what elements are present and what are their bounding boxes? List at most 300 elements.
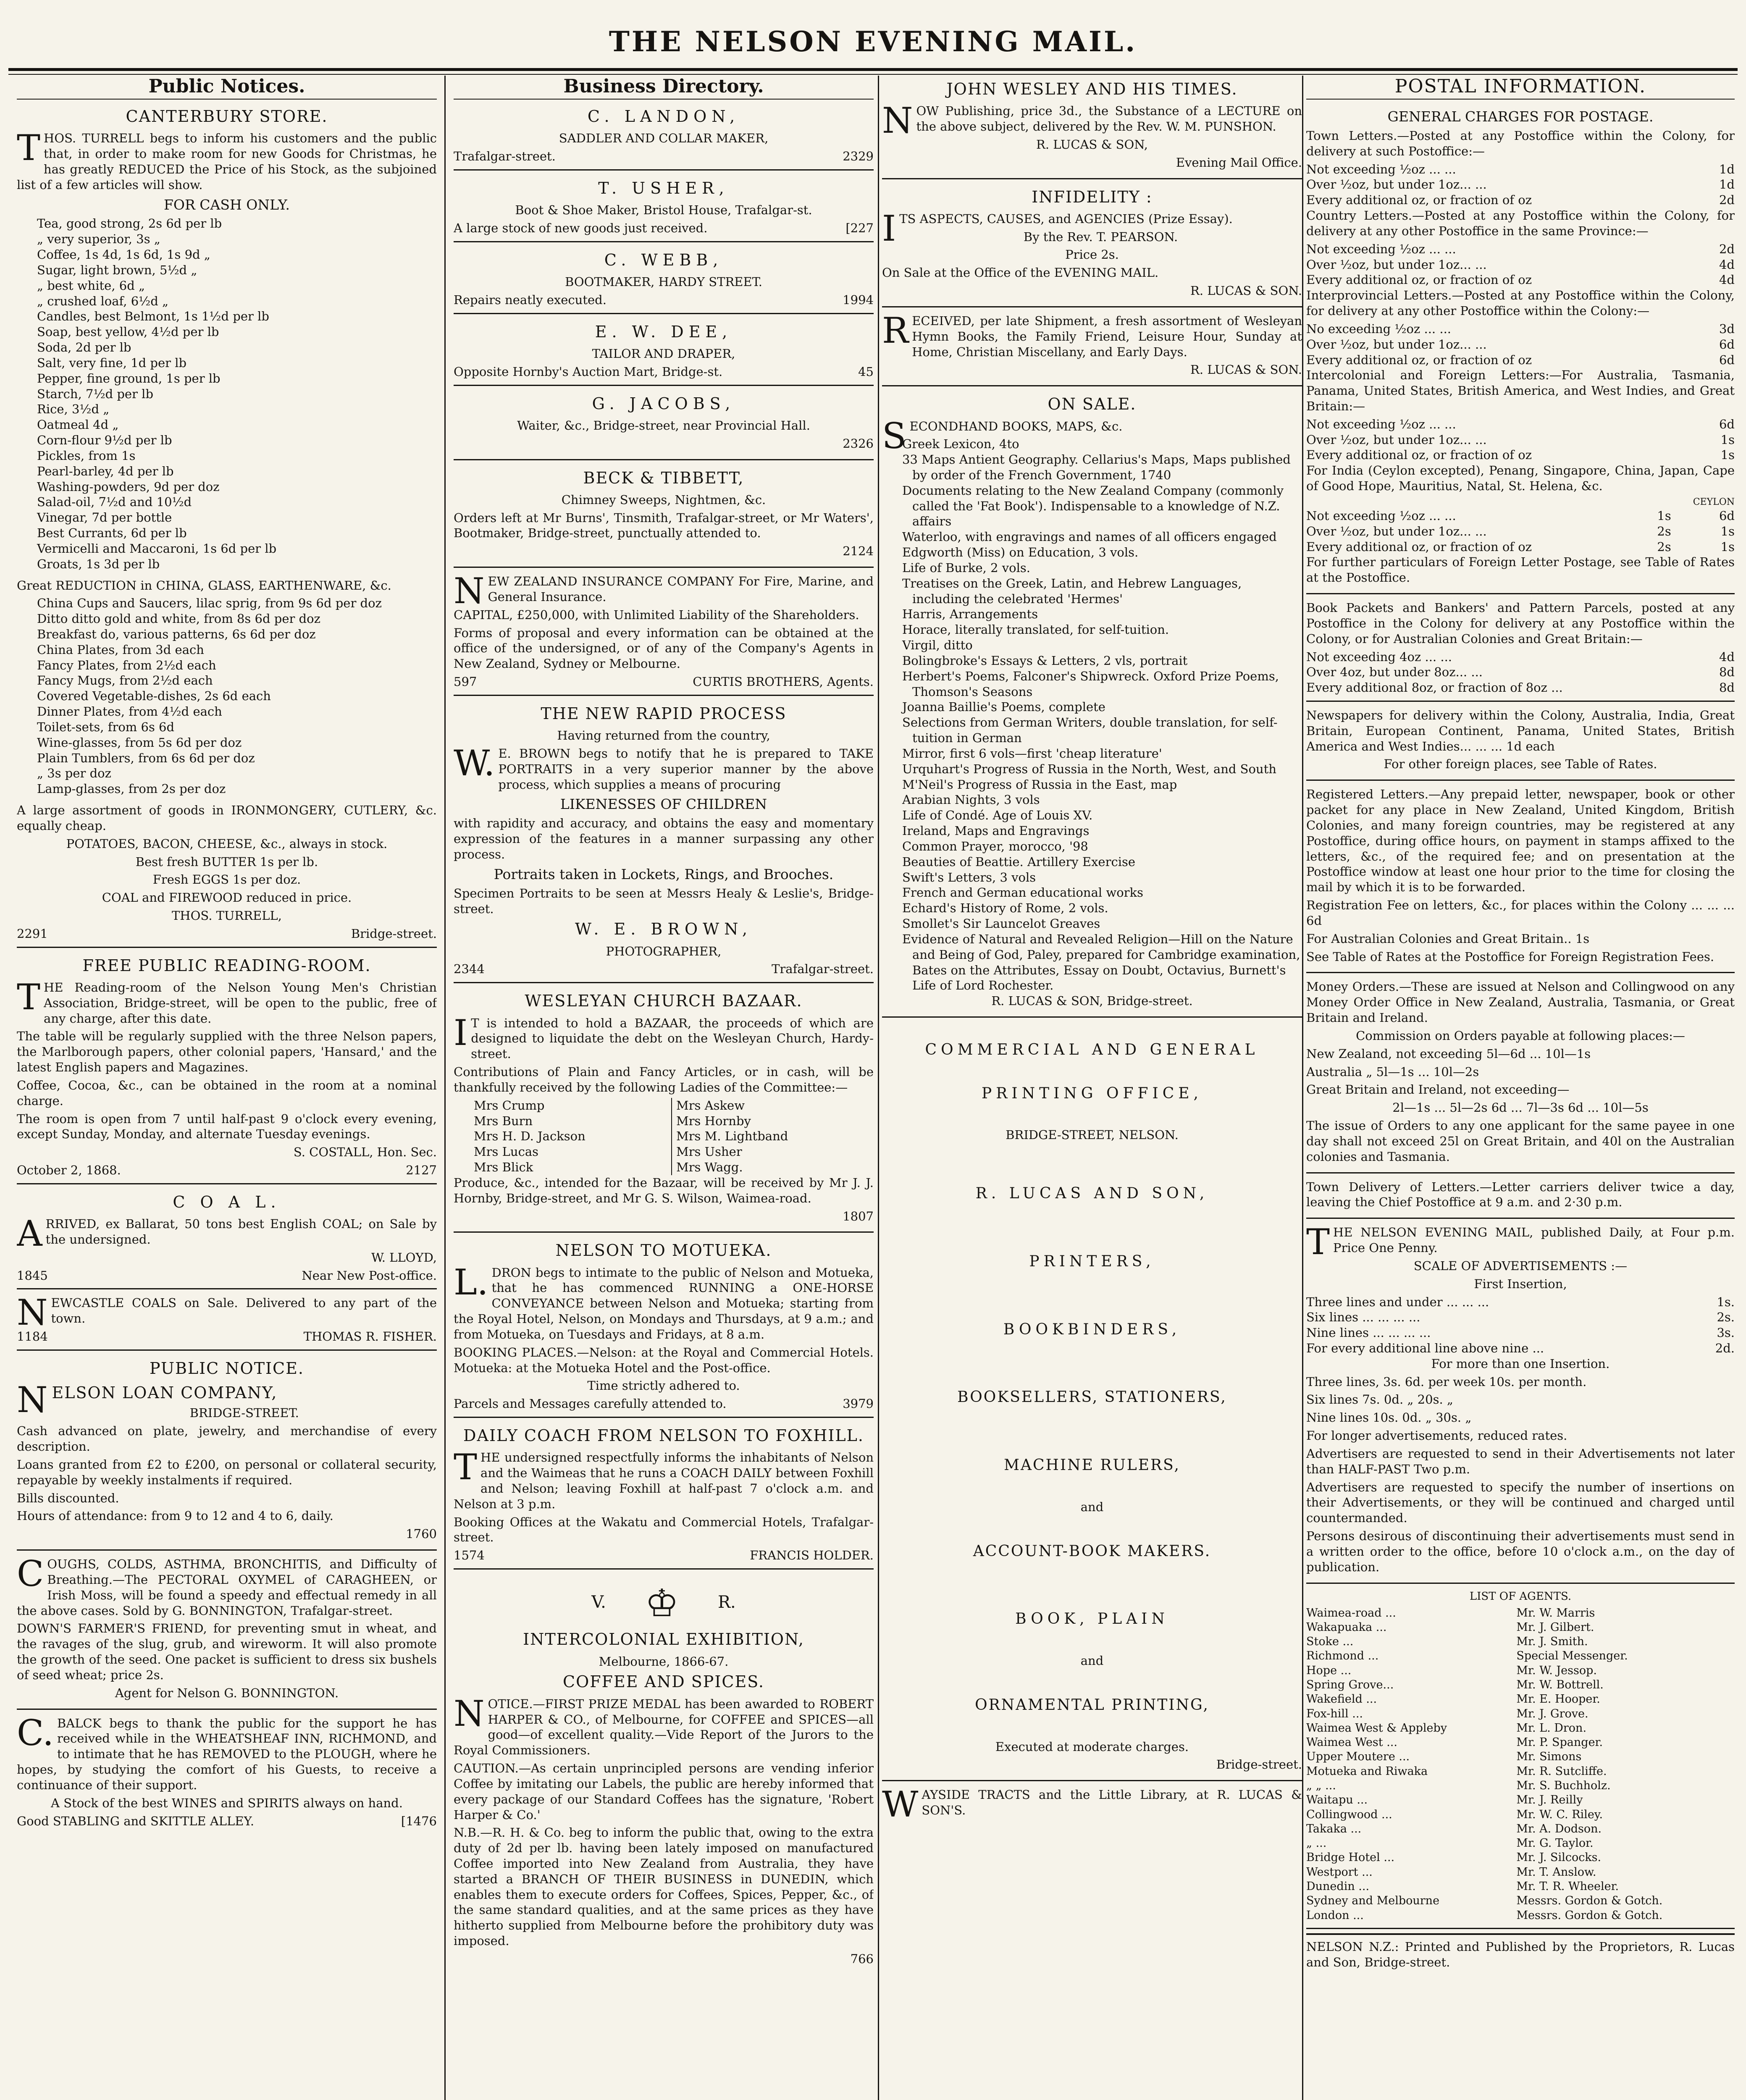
ad-subtitle: Portraits taken in Lockets, Rings, and Brooches.: [494, 866, 834, 882]
ad-line: R. LUCAS AND SON,: [975, 1185, 1209, 1202]
section-title: SCALE OF ADVERTISEMENTS :—: [1413, 1258, 1628, 1273]
ad-title: COFFEE AND SPICES.: [563, 1672, 764, 1691]
price-list: [17, 216, 437, 572]
committee-list: [454, 1098, 874, 1175]
ad-body: Parcels and Messages carefully attended to.: [454, 1396, 727, 1411]
wayside-tracts-ad: [882, 1785, 1302, 1826]
ad-title: JOHN WESLEY AND HIS TIMES.: [946, 80, 1238, 98]
loan-company-ad: [17, 1355, 437, 1551]
table-row: [1306, 1865, 1735, 1880]
column-business-directory: [454, 76, 874, 2100]
rate-label: Not exceeding 4oz ... ...: [1306, 649, 1452, 664]
agent-place: Upper Moutere ...: [1306, 1750, 1410, 1764]
list-item: Candles, best Belmont, 1s 1½d per lb: [37, 309, 269, 324]
ad-body: Contributions of Plain and Fancy Articles, or in cash, will be thankfully received by the following Ladies of the Committee:—: [454, 1065, 874, 1095]
royal-crest: [454, 1580, 874, 1628]
rate-value: 8d: [1719, 665, 1735, 680]
rate-label: Over ½oz, but under 1oz... ...: [1306, 337, 1487, 352]
ad-title: DAILY COACH FROM NELSON TO FOXHILL.: [463, 1426, 864, 1445]
ad-subtitle: LIKENESSES OF CHILDREN: [560, 796, 767, 813]
bazaar-ad: [454, 987, 874, 1233]
section-text: Nine lines 10s. 0d. „ 30s. „: [1306, 1410, 1472, 1425]
agent-name: Mr. J. Smith.: [1516, 1635, 1588, 1648]
reading-room-ad: [17, 952, 437, 1184]
agent-name: Mr. Simons: [1516, 1750, 1582, 1764]
rate-value: 2s.: [1717, 1310, 1735, 1325]
rate-table: [1306, 321, 1735, 368]
business-note: Opposite Hornby's Auction Mart, Bridge-st.: [454, 364, 723, 379]
book-packets: [1306, 598, 1735, 702]
agent-place: „ „ ...: [1306, 1779, 1336, 1792]
ad-number: 1760: [406, 1527, 437, 1541]
ad-line: BOOKSELLERS, STATIONERS,: [957, 1389, 1227, 1406]
insurance-ad: [454, 572, 874, 696]
rate-value: 2s: [1657, 539, 1671, 554]
ad-title: FREE PUBLIC READING-ROOM.: [82, 956, 371, 975]
section-text: Advertisers are requested to send in their Advertisements not later than HALF-PAST Two p.m.: [1306, 1446, 1735, 1476]
list-item: Vinegar, 7d per bottle: [37, 510, 172, 525]
table-row: [1306, 1664, 1735, 1678]
list-item: 33 Maps Antient Geography. Cellarius's Maps, Maps published by order of the French Government, 1740: [902, 452, 1291, 482]
agent-name: Messrs. Gordon & Gotch.: [1516, 1894, 1663, 1908]
ad-title: THE NEW RAPID PROCESS: [541, 704, 787, 723]
table-row: [1306, 1908, 1735, 1923]
rate-label: Over ½oz, but under 1oz... ...: [1306, 257, 1487, 272]
rate-value: 6d: [1719, 417, 1735, 431]
ad-subtitle: FOR CASH ONLY.: [164, 196, 290, 213]
price: Price 2s.: [1065, 247, 1119, 262]
section-text: Advertisers are requested to specify the number of insertions on their Advertisements, or they will be continued and charged until countermanded.: [1306, 1480, 1735, 1525]
table-row: [1306, 1635, 1735, 1649]
business-line: Chimney Sweeps, Nightmen, &c.: [561, 492, 766, 507]
ad-body: On Sale at the Office of the EVENING MAIL.: [882, 265, 1159, 280]
section-text: New Zealand, not exceeding 5l—6d ... 10l—1s: [1306, 1046, 1591, 1061]
hymn-books-ad: [882, 312, 1302, 386]
list-item: Mrs Burn: [474, 1113, 533, 1128]
list-item: Pickles, from 1s: [37, 448, 136, 463]
rate-value: 1s.: [1717, 1294, 1735, 1309]
rate-value: 8d: [1719, 680, 1735, 695]
imprint: [1306, 1933, 1735, 1978]
business-note: Repairs neatly executed.: [454, 292, 607, 307]
agent-name: Mr. S. Buchholz.: [1516, 1779, 1611, 1792]
table-row: [1306, 1620, 1735, 1635]
ad-line: PRINTING OFFICE,: [982, 1084, 1203, 1102]
address: Bridge-street.: [351, 926, 437, 941]
ad-body: THE Reading-room of the Nelson Young Men's Christian Association, Bridge-street, will be open to the public, free of any charge, after this date.: [17, 976, 437, 1026]
column-postal-information: [1306, 76, 1735, 2100]
business-name: W. E. BROWN,: [575, 920, 753, 939]
table-row: [1306, 1779, 1735, 1793]
rate-value: 1s: [1720, 432, 1735, 447]
agent-place: Waitapu ...: [1306, 1793, 1368, 1807]
business-name: G. JACOBS,: [592, 394, 735, 413]
list-item: Coffee, 1s 4d, 1s 6d, 1s 9d „: [37, 247, 210, 262]
list-item: Mrs Lucas: [474, 1144, 539, 1159]
list-item: Ditto ditto gold and white, from 8s 6d per doz: [37, 612, 320, 626]
rate-label: Nine lines ... ... ... ...: [1306, 1326, 1431, 1340]
agent-name: Special Messenger.: [1516, 1649, 1628, 1663]
wesley-lecture-ad: [882, 76, 1302, 179]
list-item: „ crushed loaf, 6½d „: [37, 294, 169, 308]
table-row: [1306, 1707, 1735, 1721]
list-item: Urquhart's Progress of Russia in the North, West, and South: [902, 761, 1276, 776]
rate-label: Every additional 8oz, or fraction of 8oz ...: [1306, 680, 1563, 695]
rate-label: Not exceeding ½oz ... ...: [1306, 417, 1456, 431]
ad-title: INTERCOLONIAL EXHIBITION,: [523, 1630, 804, 1649]
signature: THOS. TURRELL,: [171, 908, 282, 923]
ad-body: Bills discounted.: [17, 1491, 119, 1505]
ad-body: Hours of attendance: from 9 to 12 and 4 to 6, daily.: [17, 1509, 333, 1523]
rate-label: Not exceeding ½oz ... ...: [1306, 508, 1456, 523]
business-line: PHOTOGRAPHER,: [606, 944, 722, 958]
ad-body: IT is intended to hold a BAZAAR, the proceeds of which are designed to liquidate the debt on the Wesleyan Church, Hardy-street.: [454, 1012, 874, 1061]
agent-place: Fox-hill ...: [1306, 1707, 1363, 1720]
section-text: Town Letters.—Posted at any Postoffice within the Colony, for delivery at such Postoffice:—: [1306, 128, 1735, 158]
ad-body: L.DRON begs to intimate to the public of Nelson and Motueka, that he has commenced RUNNING a ONE-HORSE CONVEYANCE between Nelson and Motueka; starting from the Royal Hotel, Nelson, on Mondays and Thursdays, at 9 a.m.; and from Motueka, on Tuesdays and Fridays, at 8 a.m.: [454, 1261, 874, 1341]
agent-place: Bridge Hotel ...: [1306, 1851, 1395, 1864]
address: Evening Mail Office.: [1176, 155, 1302, 170]
ad-body: THOS. TURRELL begs to inform his customers and the public that, in order to make room for new Goods for Christmas, he has greatly REDUCED the Price of his Stock, as the subjoined list of a few articles will show.: [17, 127, 437, 192]
ad-body: Booking Offices at the Wakatu and Commercial Hotels, Trafalgar-street.: [454, 1515, 874, 1545]
list-item: Wine-glasses, from 5s 6d per doz: [37, 735, 242, 750]
table-row: [1306, 1793, 1735, 1807]
section-text: Interprovincial Letters.—Posted at any Postoffice within the Colony, for delivery at any other Postoffice within the Colony:—: [1306, 288, 1735, 318]
list-item: Evidence of Natural and Revealed Religion—Hill on the Nature and Being of God, Paley, prepared for Cambridge examination, Bates on the Attributes, Essay on Doubt, Octavius, Burnett's Life of Lord Rochester.: [902, 932, 1300, 993]
infidelity-ad: [882, 184, 1302, 307]
postage-charges: [1306, 103, 1735, 594]
newspapers: [1306, 706, 1735, 781]
list-item: Plain Tumblers, from 6s 6d per doz: [37, 751, 255, 765]
rate-value: 4d: [1719, 273, 1735, 287]
list-item: Fancy Plates, from 2½d each: [37, 658, 216, 672]
table-row: [1306, 1822, 1735, 1836]
ad-body: Loans granted from £2 to £200, on personal or collateral security, repayable by weekly instalments if required.: [17, 1457, 437, 1487]
agent-place: Stoke ...: [1306, 1635, 1354, 1648]
royal-crest-icon: ♔: [645, 1581, 679, 1626]
rate-label: For every additional line above nine ...: [1306, 1341, 1544, 1355]
ad-body: CAPITAL, £250,000, with Unlimited Liability of the Shareholders.: [454, 607, 859, 622]
ad-body: RECEIVED, per late Shipment, a fresh assortment of Wesleyan Hymn Books, the Family Friend, Leisure Hour, Sunday at Home, Christian Miscellany, and Early Days.: [882, 310, 1302, 359]
rate-table: [1306, 649, 1735, 696]
table-row: [1306, 1750, 1735, 1764]
ad-line: Executed at moderate charges.: [995, 1739, 1189, 1754]
rapid-process-ad: [454, 700, 874, 983]
signature: CURTIS BROTHERS, Agents.: [693, 675, 874, 689]
section-text: Registered Letters.—Any prepaid letter, newspaper, book or other packet for any place in New Zealand, United Kingdom, British Colonies, and many foreign countries, may be registered at any Postoffice, during office hours, on payment in stamps affixed to the letters, &c., of the required fee; and on presentation at the Postoffice window at least one hour prior to the time for closing the mail by which it is to be forwarded.: [1306, 787, 1735, 895]
crest-letter: V.: [591, 1593, 606, 1612]
ad-body: DOWN'S FARMER'S FRIEND, for preventing smut in wheat, and the ravages of the slug, grub, and wireworm. It will also promote the growth of the seed. One packet is sufficient to dress six bushels of seed wheat; price 2s.: [17, 1621, 437, 1682]
ironmongery-note: A large assortment of goods in IRONMONGERY, CUTLERY, &c. equally cheap.: [17, 803, 437, 833]
list-item: Fancy Mugs, from 2½d each: [37, 673, 213, 688]
ad-line: ACCOUNT-BOOK MAKERS.: [973, 1542, 1211, 1560]
canterbury-store-ad: [17, 103, 437, 948]
ad-line: BOOKBINDERS,: [1003, 1320, 1181, 1338]
section-text: Six lines 7s. 0d. „ 20s. „: [1306, 1392, 1453, 1407]
town-delivery: [1306, 1178, 1735, 1219]
list-item: Waterloo, with engravings and names of all officers engaged: [902, 530, 1277, 544]
rate-label: Every additional oz, or fraction of oz: [1306, 273, 1532, 287]
table-row: [1306, 1678, 1735, 1692]
business-line: BOOTMAKER, HARDY STREET.: [565, 275, 762, 289]
rate-label: Over ½oz, but under 1oz... ...: [1306, 432, 1487, 447]
list-item: Treatises on the Greek, Latin, and Hebrew Languages, including the celebrated 'Hermes': [902, 576, 1242, 606]
ad-body: ARRIVED, ex Ballarat, 50 tons best English COAL; on Sale by the undersigned.: [17, 1213, 437, 1255]
rate-value: 2d: [1719, 242, 1735, 256]
list-item: Covered Vegetable-dishes, 2s 6d each: [37, 689, 271, 704]
agent-name: Mr. J. Reilly: [1516, 1793, 1583, 1807]
china-list: [17, 596, 437, 797]
list-item: Pepper, fine ground, 1s per lb: [37, 371, 221, 386]
list-item: Dinner Plates, from 4½d each: [37, 704, 222, 719]
list-item: Best Currants, 6d per lb: [37, 526, 187, 541]
table-row: [1306, 1606, 1735, 1620]
column-header: Public Notices.: [17, 76, 437, 100]
list-item: Mirror, first 6 vols—first 'cheap literature': [902, 746, 1162, 761]
list-item: Lamp-glasses, from 2s per doz: [37, 782, 226, 796]
ad-body: Cash advanced on plate, jewelry, and merchandise of every description.: [17, 1424, 437, 1454]
ad-line: BOOK, PLAIN: [1015, 1610, 1169, 1628]
address: Bridge-street.: [1216, 1757, 1302, 1772]
rate-table: [1306, 417, 1735, 463]
ad-number: 1807: [843, 1209, 874, 1223]
ad-line: MACHINE RULERS,: [1004, 1457, 1180, 1474]
rate-label: Over ½oz, but under 1oz... ...: [1306, 524, 1487, 538]
list-item: Horace, literally translated, for self-tuition.: [902, 622, 1169, 637]
ad-body: NOTICE.—FIRST PRIZE MEDAL has been awarded to ROBERT HARPER & CO., of Melbourne, for COFFEE and SPICES—all good—of excellent quality.—Vide Report of the Jurors to the Royal Commissioners.: [454, 1693, 874, 1758]
rate-value: 1d: [1719, 177, 1735, 192]
ad-line: and: [1080, 1499, 1104, 1514]
ad-number: 2344: [454, 962, 485, 976]
rate-value: 2d.: [1715, 1341, 1735, 1355]
list-item: Vermicelli and Maccaroni, 1s 6d per lb: [37, 541, 277, 556]
agent-name: Mr. A. Dodson.: [1516, 1822, 1602, 1835]
rate-value: 4d: [1719, 649, 1735, 664]
coal-note: COAL and FIREWOOD reduced in price.: [102, 890, 352, 905]
business-name: T. USHER,: [598, 178, 729, 197]
signature: R. LUCAS & SON.: [1190, 362, 1302, 377]
ad-body: ITS ASPECTS, CAUSES, and AGENCIES (Prize Essay).: [882, 207, 1233, 249]
butter-note: Best fresh BUTTER 1s per lb.: [135, 854, 318, 869]
masthead-rule: [8, 68, 1738, 75]
rate-label: Over ½oz, but under 1oz... ...: [1306, 177, 1487, 192]
rate-value: 2d: [1719, 193, 1735, 207]
section-text: For more than one Insertion.: [1431, 1356, 1610, 1371]
list-item: Breakfast do, various patterns, 6s 6d per doz: [37, 627, 316, 641]
rate-label: Every additional oz, or fraction of oz: [1306, 448, 1532, 462]
ad-body: THE undersigned respectfully informs the inhabitants of Nelson and the Waimeas that he runs a COACH DAILY between Foxhill and Nelson; leaving Foxhill at half-past 7 o'clock a.m. and Nelson at 3 p.m.: [454, 1446, 874, 1511]
section-text: Registration Fee on letters, &c., for places within the Colony ... ... ... 6d: [1306, 898, 1735, 928]
rate-label: Every additional oz, or fraction of oz: [1306, 193, 1532, 207]
crest-letter: R.: [717, 1593, 736, 1612]
signature: R. LUCAS & SON,: [1036, 137, 1148, 152]
section-title: LIST OF AGENTS.: [1469, 1590, 1572, 1603]
list-item: Starch, 7½d per lb: [37, 386, 154, 401]
list-item: Virgil, ditto: [902, 638, 973, 653]
ad-line: and: [1080, 1654, 1104, 1668]
webb-ad: [454, 247, 874, 314]
ad-number: [1476: [401, 1814, 437, 1828]
ad-number: 2291: [17, 926, 48, 941]
newcastle-coal-ad: [17, 1294, 437, 1350]
ad-number: [227: [845, 220, 874, 235]
list-item: Edgworth (Miss) on Education, 3 vols.: [902, 545, 1139, 560]
address: Near New Post-office.: [302, 1268, 437, 1283]
ad-subtitle: Having returned from the country,: [557, 728, 770, 743]
signature: R. LUCAS & SON, Bridge-street.: [991, 994, 1193, 1008]
business-line: TAILOR AND DRAPER,: [592, 346, 735, 361]
ad-body: Produce, &c., intended for the Bazaar, will be received by Mr J. J. Hornby, Bridge-street, and Mr G. S. Wilson, Waimea-road.: [454, 1175, 874, 1205]
rate-value: 3s.: [1717, 1326, 1735, 1340]
column-public-notices: [17, 76, 437, 2100]
rate-table: [1306, 162, 1735, 208]
ad-number: 2124: [843, 544, 874, 559]
signature: R. LUCAS & SON.: [1190, 284, 1302, 298]
rate-value: 2s: [1657, 524, 1671, 538]
ad-body: COUGHS, COLDS, ASTHMA, BRONCHITIS, and Difficulty of Breathing.—The PECTORAL OXYMEL of CARAGHEEN, or Irish Moss, will be found a speedy and effectual remedy in all the above cases. Sold by G. BONNINGTON, Trafalgar-street.: [17, 1553, 437, 1618]
ad-body: Specimen Portraits to be seen at Messrs Healy & Leslie's, Bridge-street.: [454, 886, 874, 916]
dee-ad: [454, 318, 874, 386]
agent-name: Mr. J. Grove.: [1516, 1707, 1588, 1720]
ad-body: NEWCASTLE COALS on Sale. Delivered to any part of the town.: [17, 1292, 437, 1334]
foxhill-coach-ad: [454, 1422, 874, 1570]
agent-place: Takaka ...: [1306, 1822, 1362, 1835]
list-item: Life of Condé. Age of Louis XV.: [902, 808, 1093, 823]
rate-value: 6d: [1719, 508, 1735, 523]
ad-body: Time strictly adhered to.: [587, 1378, 740, 1393]
list-item: Mrs H. D. Jackson: [474, 1129, 586, 1144]
ad-body: NOW Publishing, price 3d., the Substance of a LECTURE on the above subject, delivered by the Rev. W. M. PUNSHON.: [882, 100, 1302, 142]
business-name: C. WEBB,: [604, 250, 723, 269]
agent-place: London ...: [1306, 1908, 1364, 1922]
agent-place: Richmond ...: [1306, 1649, 1379, 1663]
agent-place: Wakapuaka ...: [1306, 1620, 1387, 1634]
ad-body: Forms of proposal and every information can be obtained at the office of the undersigned, or of any of the Company's Agents in New Zealand, Sydney or Melbourne.: [454, 625, 874, 671]
coughs-remedy-ad: [17, 1555, 437, 1709]
column-divider: [1302, 76, 1303, 2100]
list-item: Documents relating to the New Zealand Company (commonly called the 'Fat Book'). Indispensable to a knowledge of N.Z. affairs: [902, 483, 1284, 529]
beck-tibbett-ad: [454, 465, 874, 568]
signature: FRANCIS HOLDER.: [750, 1548, 874, 1563]
agents-list: [1306, 1588, 1735, 1929]
ad-title: C O A L.: [173, 1192, 281, 1211]
ad-body: C.BALCK begs to thank the public for the support he has received while in the WHEATSHEAF INN, RICHMOND, and to intimate that he has REMOVED to the PLOUGH, where he hopes, by studying the comfort of his Guests, to receive a continuance of their support.: [17, 1712, 437, 1792]
agent-place: Waimea West & Appleby: [1306, 1721, 1447, 1735]
ad-line: COMMERCIAL AND GENERAL: [925, 1041, 1259, 1058]
list-item: Corn-flour 9½d per lb: [37, 433, 172, 448]
list-item: Mrs Crump: [474, 1098, 545, 1113]
rate-label: Three lines and under ... ... ...: [1306, 1294, 1489, 1309]
rate-label: Not exceeding ½oz ... ...: [1306, 162, 1456, 176]
ad-title: INFIDELITY :: [1032, 187, 1153, 206]
list-item: Common Prayer, morocco, '98: [902, 839, 1088, 853]
section-text: Three lines, 3s. 6d. per week 10s. per month.: [1306, 1374, 1587, 1389]
agent-place: Hope ...: [1306, 1664, 1352, 1677]
rate-label: Every additional oz, or fraction of oz: [1306, 352, 1532, 367]
list-item: Pearl-barley, 4d per lb: [37, 464, 174, 478]
table-row: [1306, 1880, 1735, 1894]
section-text: THE NELSON EVENING MAIL, published Daily, at Four p.m. Price One Penny.: [1306, 1221, 1735, 1263]
list-item: Washing-powders, 9d per doz: [37, 479, 220, 494]
ad-number: 1574: [454, 1548, 485, 1563]
agent-place: Motueka and Riwaka: [1306, 1764, 1428, 1778]
rate-table: [1306, 496, 1735, 554]
agent-name: Mr. W. Bottrell.: [1516, 1678, 1604, 1691]
ad-title: PUBLIC NOTICE.: [150, 1359, 304, 1378]
table-row: [1306, 1735, 1735, 1750]
ad-body: Good STABLING and SKITTLE ALLEY.: [17, 1814, 255, 1828]
section-text: For India (Ceylon excepted), Penang, Singapore, China, Japan, Cape of Good Hope, Mauritius, Natal, St. Helena, &c.: [1306, 463, 1735, 494]
list-item: Smollet's Sir Launcelot Greaves: [902, 916, 1100, 931]
table-row: [1306, 1851, 1735, 1865]
list-item: Beauties of Beattie. Artillery Exercise: [902, 854, 1136, 869]
list-item: Salt, very fine, 1d per lb: [37, 355, 187, 370]
rate-value: 6d: [1719, 337, 1735, 352]
list-item: Toilet-sets, from 6s 6d: [37, 719, 175, 734]
ad-number: 1994: [843, 292, 874, 307]
list-item: Sugar, light brown, 5½d „: [37, 262, 197, 277]
list-item: Bolingbroke's Essays & Letters, 2 vls, portrait: [902, 653, 1188, 668]
coal-ad: [17, 1189, 437, 1290]
business-name: C. LANDON,: [587, 107, 740, 126]
rate-value: 1s: [1720, 539, 1735, 554]
agent-name: Mr. W. Marris: [1516, 1606, 1595, 1620]
agents-table: [1306, 1606, 1735, 1923]
imprint-text: NELSON N.Z.: Printed and Published by the Proprietors, R. Lucas and Son, Bridge-street.: [1306, 1939, 1735, 1969]
usher-ad: [454, 175, 874, 242]
list-item: Mrs Blick: [474, 1160, 533, 1175]
agent-name: Mr. J. Silcocks.: [1516, 1851, 1602, 1864]
agent-name: Mr. P. Spanger.: [1516, 1736, 1603, 1749]
ad-body: WAYSIDE TRACTS and the Little Library, at R. LUCAS & SON'S.: [882, 1784, 1302, 1825]
section-text: For Australian Colonies and Great Britain.. 1s: [1306, 931, 1590, 946]
ad-body: W.E. BROWN begs to notify that he is prepared to TAKE PORTRAITS in a very superior manner by the above process, which supplies a means of procuring: [454, 742, 874, 792]
address: BRIDGE-STREET, NELSON.: [1006, 1128, 1179, 1142]
list-item: Greek Lexicon, 4to: [902, 437, 1019, 452]
column-header: POSTAL INFORMATION.: [1306, 76, 1735, 100]
list-item: China Cups and Saucers, lilac sprig, from 9s 6d per doz: [37, 596, 382, 611]
ad-title: ON SALE.: [1048, 395, 1137, 414]
list-item: Life of Burke, 2 vols.: [902, 560, 1030, 575]
rate-label: Not exceeding ½oz ... ...: [1306, 242, 1456, 256]
rate-label: No exceeding ½oz ... ...: [1306, 321, 1452, 336]
section-text: 2l—1s ... 5l—2s 6d ... 7l—3s 6d ... 10l—5s: [1392, 1100, 1649, 1115]
table-row: [1306, 1649, 1735, 1663]
section-text: Book Packets and Bankers' and Pattern Parcels, posted at any Postoffice in the Colony for delivery at any Postoffice within the Colony, or for Australian Colonies and Great Britain:—: [1306, 601, 1735, 646]
rate-value: 1s: [1720, 448, 1735, 462]
rate-value: 1d: [1719, 162, 1735, 176]
jacobs-ad: [454, 390, 874, 460]
ad-number: 1184: [17, 1329, 48, 1344]
column-books-printing: [882, 76, 1302, 2100]
agent-name: Mr. E. Hooper.: [1516, 1693, 1600, 1706]
agent-place: „ ...: [1306, 1837, 1327, 1850]
agent-name: Mr. T. R. Wheeler.: [1516, 1880, 1619, 1893]
list-item: Rice, 3½d „: [37, 402, 110, 417]
signature: Agent for Nelson G. BONNINGTON.: [115, 1685, 339, 1700]
eggs-note: Fresh EGGS 1s per doz.: [152, 872, 301, 887]
list-item: China Plates, from 3d each: [37, 642, 204, 657]
book-list: [882, 436, 1302, 993]
table-row: [1306, 1894, 1735, 1908]
exhibition-ad: [454, 1574, 874, 1974]
business-line: Boot & Shoe Maker, Bristol House, Trafalgar-st.: [515, 203, 812, 218]
ad-title: NELSON TO MOTUEKA.: [555, 1241, 772, 1260]
ad-number: 3979: [843, 1396, 874, 1411]
advertisement-rates: [1306, 1223, 1735, 1583]
balck-inn-ad: [17, 1714, 437, 1834]
list-item: Swift's Letters, 3 vols: [902, 870, 1036, 885]
